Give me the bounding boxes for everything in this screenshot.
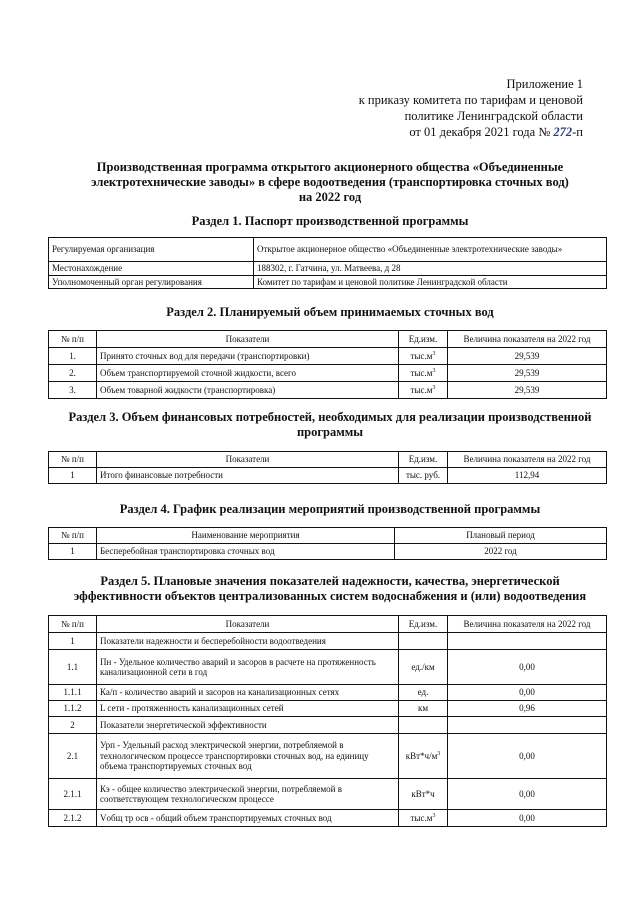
col-header: Ед.изм. bbox=[399, 331, 448, 348]
row-unit: ед./км bbox=[399, 650, 448, 685]
row-number: 2.1 bbox=[49, 734, 97, 779]
row-value: 0,00 bbox=[448, 685, 607, 701]
row-value: 29,539 bbox=[448, 365, 607, 382]
row-value bbox=[448, 717, 607, 734]
table-row bbox=[49, 779, 607, 810]
row-unit: тыс. руб. bbox=[399, 468, 448, 484]
table-header-row bbox=[49, 528, 607, 544]
row-number: 1 bbox=[49, 468, 97, 484]
table-row bbox=[49, 810, 607, 827]
order-number: 272 bbox=[553, 125, 573, 139]
indicators-table bbox=[48, 615, 607, 827]
row-indicator: Урп - Удельный расход электрической энергии, потребляемой в технологическом процессе транспортировки сточных вод, на единицу объема транспортируемых сточных вод bbox=[97, 734, 399, 779]
col-header: Показатели bbox=[97, 616, 399, 633]
row-indicator: L сети - протяженность канализационных сетей bbox=[97, 701, 399, 717]
title-line-3: на 2022 год bbox=[298, 190, 362, 204]
row-unit: $тыс.м^3$ bbox=[399, 810, 448, 827]
section5-title-line-1: Раздел 5. Плановые значения показателей надежности, качества, энергетической bbox=[100, 574, 560, 588]
appendix-line-4 bbox=[359, 124, 583, 140]
document-title bbox=[70, 160, 590, 205]
row-value: 0,00 bbox=[448, 650, 607, 685]
row-indicator: Пн - Удельное количество аварий и засоров в расчете на протяженность канализационной сети в год bbox=[97, 650, 399, 685]
row-unit: $кВт*ч/м^3$ bbox=[399, 734, 448, 779]
col-header: Наименование мероприятия bbox=[97, 528, 395, 544]
row-value: 0,00 bbox=[448, 810, 607, 827]
col-header: Плановый период bbox=[395, 528, 607, 544]
section4-title: Раздел 4. График реализации мероприятий производственной программы bbox=[119, 502, 541, 516]
table-row bbox=[49, 717, 607, 734]
table-row bbox=[49, 382, 607, 399]
title-line-2: электротехнические заводы» в сфере водоотведения (транспортировка сточных вод) bbox=[91, 175, 569, 189]
row-unit: $тыс.м^3$ bbox=[399, 382, 448, 399]
row-unit: ед. bbox=[399, 685, 448, 701]
row-activity: Бесперебойная транспортировка сточных вод bbox=[97, 544, 395, 560]
row-unit: кВт*ч bbox=[399, 779, 448, 810]
appendix-line-2: к приказу комитета по тарифам и ценовой bbox=[358, 93, 583, 107]
table-row bbox=[49, 701, 607, 717]
section5-title bbox=[40, 574, 620, 604]
col-header: № п/п bbox=[49, 528, 97, 544]
section3-title-line-1: Раздел 3. Объем финансовых потребностей, необходимых для реализации производственной bbox=[68, 410, 592, 424]
row-number: 1. bbox=[49, 348, 97, 365]
row-indicator: Показатели энергетической эффективности bbox=[97, 717, 399, 734]
finance-table bbox=[48, 451, 607, 484]
row-number: 3. bbox=[49, 382, 97, 399]
table-header-row bbox=[49, 452, 607, 468]
col-header: Величина показателя на 2022 год bbox=[448, 452, 607, 468]
col-header: № п/п bbox=[49, 452, 97, 468]
row-value: 0,00 bbox=[448, 734, 607, 779]
table-header-row bbox=[49, 331, 607, 348]
table-row bbox=[49, 262, 607, 276]
row-value: 29,539 bbox=[448, 348, 607, 365]
row-value: 112,94 bbox=[448, 468, 607, 484]
schedule-table bbox=[48, 527, 607, 560]
table-row bbox=[49, 685, 607, 701]
row-indicator: Кэ - общее количество электрической энергии, потребляемой в соответствующем технологическом процессе bbox=[97, 779, 399, 810]
row-unit bbox=[399, 633, 448, 650]
passport-label: Местонахождение bbox=[49, 262, 254, 276]
row-value: 29,539 bbox=[448, 382, 607, 399]
row-number: 1.1.2 bbox=[49, 701, 97, 717]
row-indicator: Показатели надежности и бесперебойности водоотведения bbox=[97, 633, 399, 650]
table-row bbox=[49, 544, 607, 560]
table-row bbox=[49, 633, 607, 650]
row-number: 1.1 bbox=[49, 650, 97, 685]
col-header: Показатели bbox=[97, 452, 399, 468]
row-indicator: Принято сточных вод для передачи (транспортировки) bbox=[97, 348, 399, 365]
row-number: 2 bbox=[49, 717, 97, 734]
col-header: № п/п bbox=[49, 616, 97, 633]
row-indicator: Итого финансовые потребности bbox=[97, 468, 399, 484]
passport-value: Комитет по тарифам и ценовой политике Ленинградской области bbox=[254, 275, 607, 289]
volume-table bbox=[48, 330, 607, 399]
table-header-row bbox=[49, 616, 607, 633]
row-value bbox=[448, 633, 607, 650]
col-header: № п/п bbox=[49, 331, 97, 348]
row-unit: $тыс.м^3$ bbox=[399, 365, 448, 382]
row-unit bbox=[399, 717, 448, 734]
table-row bbox=[49, 365, 607, 382]
col-header: Величина показателя на 2022 год bbox=[448, 616, 607, 633]
section3-title bbox=[40, 410, 620, 440]
table-row bbox=[49, 238, 607, 262]
row-number: 2. bbox=[49, 365, 97, 382]
col-header: Ед.изм. bbox=[399, 616, 448, 633]
passport-label: Уполномоченный орган регулирования bbox=[49, 275, 254, 289]
section5-title-line-2: эффективности объектов централизованных систем водоснабжения и (или) водоотведения bbox=[73, 589, 587, 603]
col-header: Величина показателя на 2022 год bbox=[448, 331, 607, 348]
row-indicator: Vобщ тр осв - общий объем транспортируемых сточных вод bbox=[97, 810, 399, 827]
table-row bbox=[49, 348, 607, 365]
table-row bbox=[49, 650, 607, 685]
passport-value: 188302, г. Гатчина, ул. Матвеева, д 28 bbox=[254, 262, 607, 276]
row-indicator: Ка/п - количество аварий и засоров на канализационных сетях bbox=[97, 685, 399, 701]
passport-value: Открытое акционерное общество «Объединенные электротехнические заводы» bbox=[254, 238, 607, 262]
row-number: 2.1.2 bbox=[49, 810, 97, 827]
passport-table bbox=[48, 237, 607, 289]
order-date: от 01 декабря 2021 года № bbox=[409, 125, 551, 139]
order-suffix: -п bbox=[572, 125, 583, 139]
row-unit: км bbox=[399, 701, 448, 717]
col-header: Показатели bbox=[97, 331, 399, 348]
col-header: Ед.изм. bbox=[399, 452, 448, 468]
row-unit: $тыс.м^3$ bbox=[399, 348, 448, 365]
section1-title: Раздел 1. Паспорт производственной программы bbox=[191, 214, 469, 228]
row-indicator: Объем транспортируемой сточной жидкости, всего bbox=[97, 365, 399, 382]
passport-label: Регулируемая организация bbox=[49, 238, 254, 262]
table-row bbox=[49, 734, 607, 779]
row-number: 2.1.1 bbox=[49, 779, 97, 810]
row-number: 1.1.1 bbox=[49, 685, 97, 701]
section3-title-line-2: программы bbox=[296, 425, 364, 439]
appendix-block bbox=[359, 76, 583, 140]
section2-title: Раздел 2. Планируемый объем принимаемых сточных вод bbox=[166, 305, 494, 319]
row-period: 2022 год bbox=[395, 544, 607, 560]
row-indicator: Объем товарной жидкости (транспортировка) bbox=[97, 382, 399, 399]
table-row bbox=[49, 468, 607, 484]
row-value: 0,96 bbox=[448, 701, 607, 717]
row-number: 1 bbox=[49, 544, 97, 560]
row-value: 0,00 bbox=[448, 779, 607, 810]
appendix-line-1: Приложение 1 bbox=[506, 77, 583, 91]
title-line-1: Производственная программа открытого акционерного общества «Объединенные bbox=[96, 160, 564, 174]
row-number: 1 bbox=[49, 633, 97, 650]
appendix-line-3: политике Ленинградской области bbox=[404, 109, 583, 123]
table-row bbox=[49, 275, 607, 289]
